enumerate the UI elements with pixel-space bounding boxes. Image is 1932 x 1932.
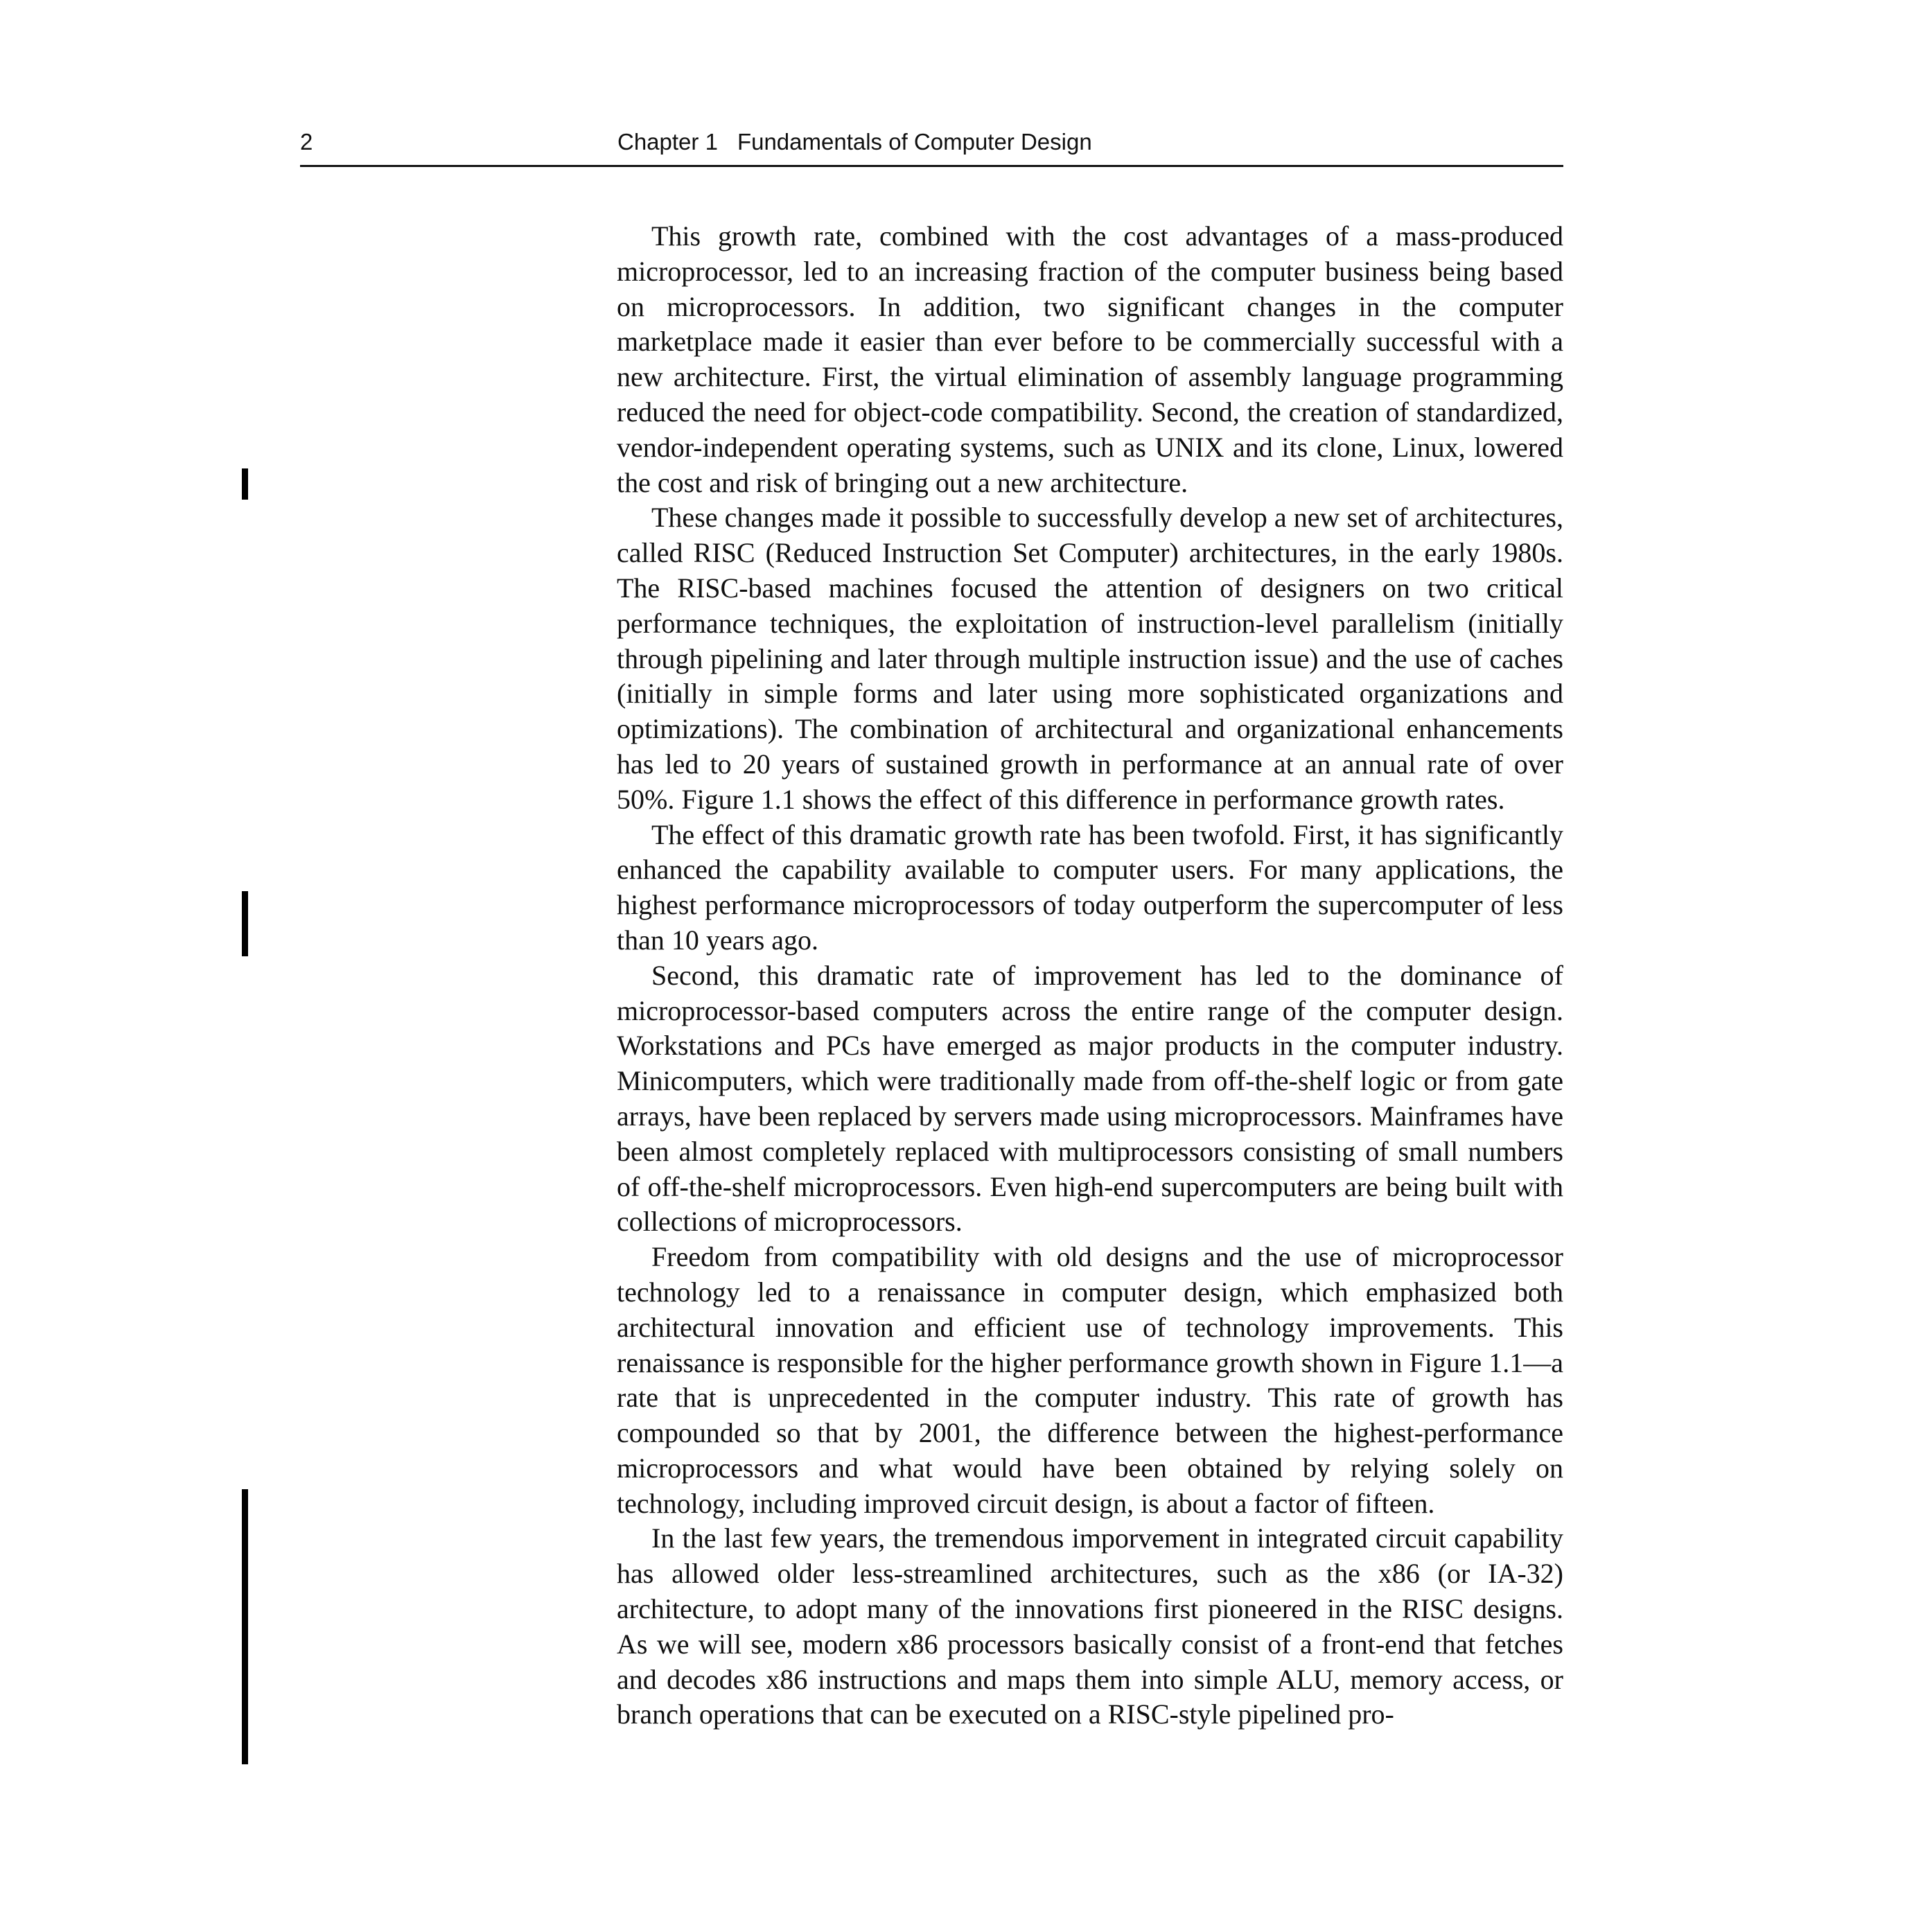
running-title xyxy=(617,129,1092,155)
paragraph: In the last few years, the tremendous imporvement in integrated circuit capability has allowed older less-streamlined architectures, such as the x86 (or IA-32) architecture, to adopt many of the innovations first pioneered in the RISC designs. As we will see, modern x86 processors basically consist of a front-end that fetches and decodes x86 instructions and maps them into simple ALU, memory access, or branch operations that can be executed on a RISC-style pipelined pro- xyxy=(617,1522,1563,1730)
paragraph: Second, this dramatic rate of improvement has led to the dominance of microprocessor-based computers across the entire range of the computer design. Workstations and PCs have emerged as major products in the computer industry. Minicomputers, which were traditionally made from off-the-shelf logic or from gate arrays, have been replaced by servers made using microprocessors. Mainframes have been almost completely replaced with multiprocessors consisting of small numbers of off-the-shelf microprocessors. Even high-end supercomputers are being built with collections of microprocessors. xyxy=(617,959,1563,1238)
paragraph: This growth rate, combined with the cost advantages of a mass-produced microprocessor, led to an increasing fraction of the computer business being based on microprocessors. In addition, two significant changes in the computer marketplace made it easier than ever before to be commercially successful with a new architecture. First, the virtual elimination of assembly language programming reduced the need for object-code compatibility. Second, the creation of standardized, vendor-independent operating systems, such as UNIX and its clone, Linux, lowered the cost and risk of bringing out a new architecture. xyxy=(617,220,1563,498)
page-number: 2 xyxy=(300,129,313,155)
paragraph: These changes made it possible to successfully develop a new set of architectures, called RISC (Reduced Instruction Set Computer) architectures, in the early 1980s. The RISC-based machines focused the attention of designers on two critical performance techniques, the exploitation of instruction-level parallelism (initially through pipelining and later through multiple instruction issue) and the use of caches (initially in simple forms and later using more sophisticated organizations and optimizations). The combination of architectural and organizational enhancements has led to 20 years of sustained growth in performance at an annual rate of over 50%. Figure 1.1 shows the effect of this difference in performance growth rates. xyxy=(617,502,1563,815)
paragraph: Freedom from compatibility with old designs and the use of microprocessor technology led to a renaissance in computer design, which emphasized both architectural innovation and efficient use of technology improvements. This renaissance is responsible for the higher performance growth shown in Figure 1.1—a rate that is unprecedented in the computer industry. This rate of growth has compounded so that by 2001, the difference between the highest-performance microprocessors and what would have been obtained by relying solely on technology, including improved circuit design, is about a factor of fifteen. xyxy=(617,1241,1563,1519)
change-bar xyxy=(242,1489,248,1764)
paragraph: The effect of this dramatic growth rate has been twofold. First, it has significantly enhanced the capability available to computer users. For many applications, the highest performance microprocessors of today outperform the supercomputer of less than 10 years ago. xyxy=(617,818,1563,956)
chapter-label: Chapter 1 xyxy=(617,129,718,155)
chapter-title: Fundamentals of Computer Design xyxy=(737,129,1092,155)
body-text xyxy=(617,219,1563,1732)
page-header xyxy=(300,123,1563,167)
change-bar xyxy=(242,468,248,500)
change-bar xyxy=(242,891,248,956)
